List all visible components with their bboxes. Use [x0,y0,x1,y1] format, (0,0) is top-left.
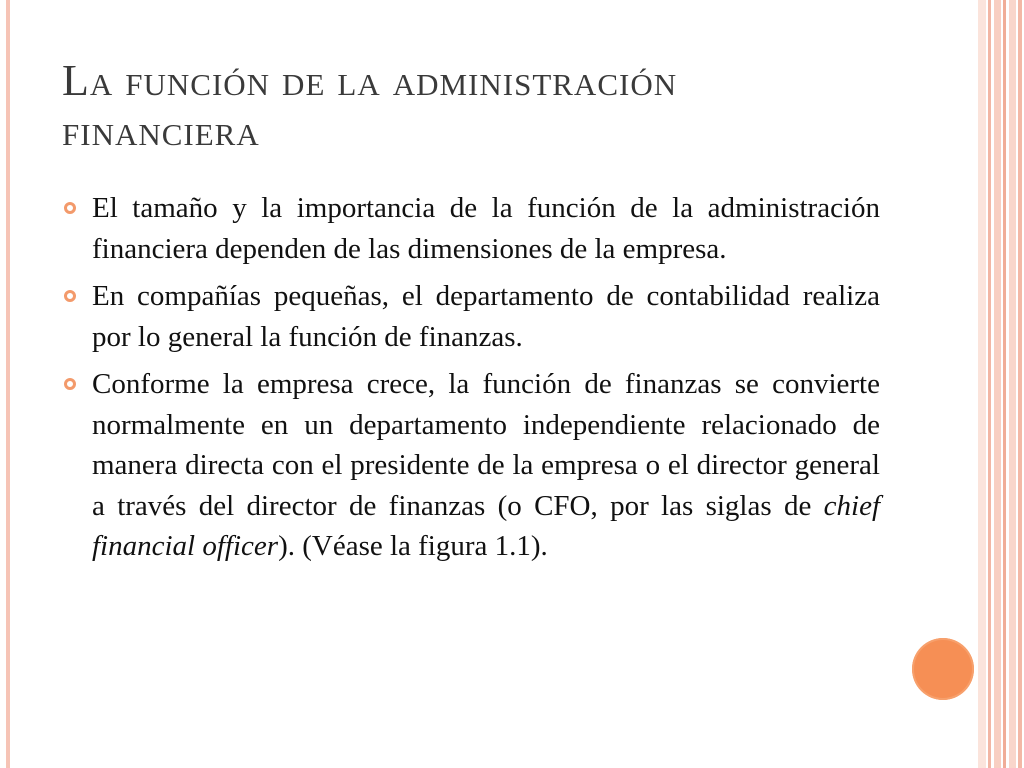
stripe [1018,0,1022,768]
stripe [978,0,986,768]
slide-content [62,188,880,574]
bullet-text-italic: chief financial officer [92,489,880,562]
bullet-text: El tamaño y la importancia de la función de la administración financiera dependen de las dimensiones de la empresa. [92,192,880,265]
stripe [1009,0,1016,768]
ring-bullet-icon [64,290,76,302]
bullet-item [62,364,880,567]
stripe [994,0,1001,768]
bullet-text [92,368,880,562]
orange-circle-icon [912,638,974,700]
slide-title: La función de la administración financiera [62,56,678,155]
bullet-text-start: Conforme la empresa crece, la función de finanzas se convierte normalmente en un departamento independiente relacionado de manera directa con el presidente de la empresa o el director general a través del director de finanzas (o CFO, por las siglas de [92,368,880,522]
bullet-text: En compañías pequeñas, el departamento de contabilidad realiza por lo general la función de finanzas. [92,280,880,353]
bullet-item [62,276,880,357]
bullet-list [62,188,880,567]
ring-bullet-icon [64,378,76,390]
bullet-item [62,188,880,269]
stripe [1003,0,1006,768]
bullet-text-end: ). (Véase la figura 1.1). [278,530,548,562]
right-decorative-stripes [978,0,1024,768]
stripe [988,0,991,768]
left-border-line [6,0,10,768]
ring-bullet-icon [64,202,76,214]
